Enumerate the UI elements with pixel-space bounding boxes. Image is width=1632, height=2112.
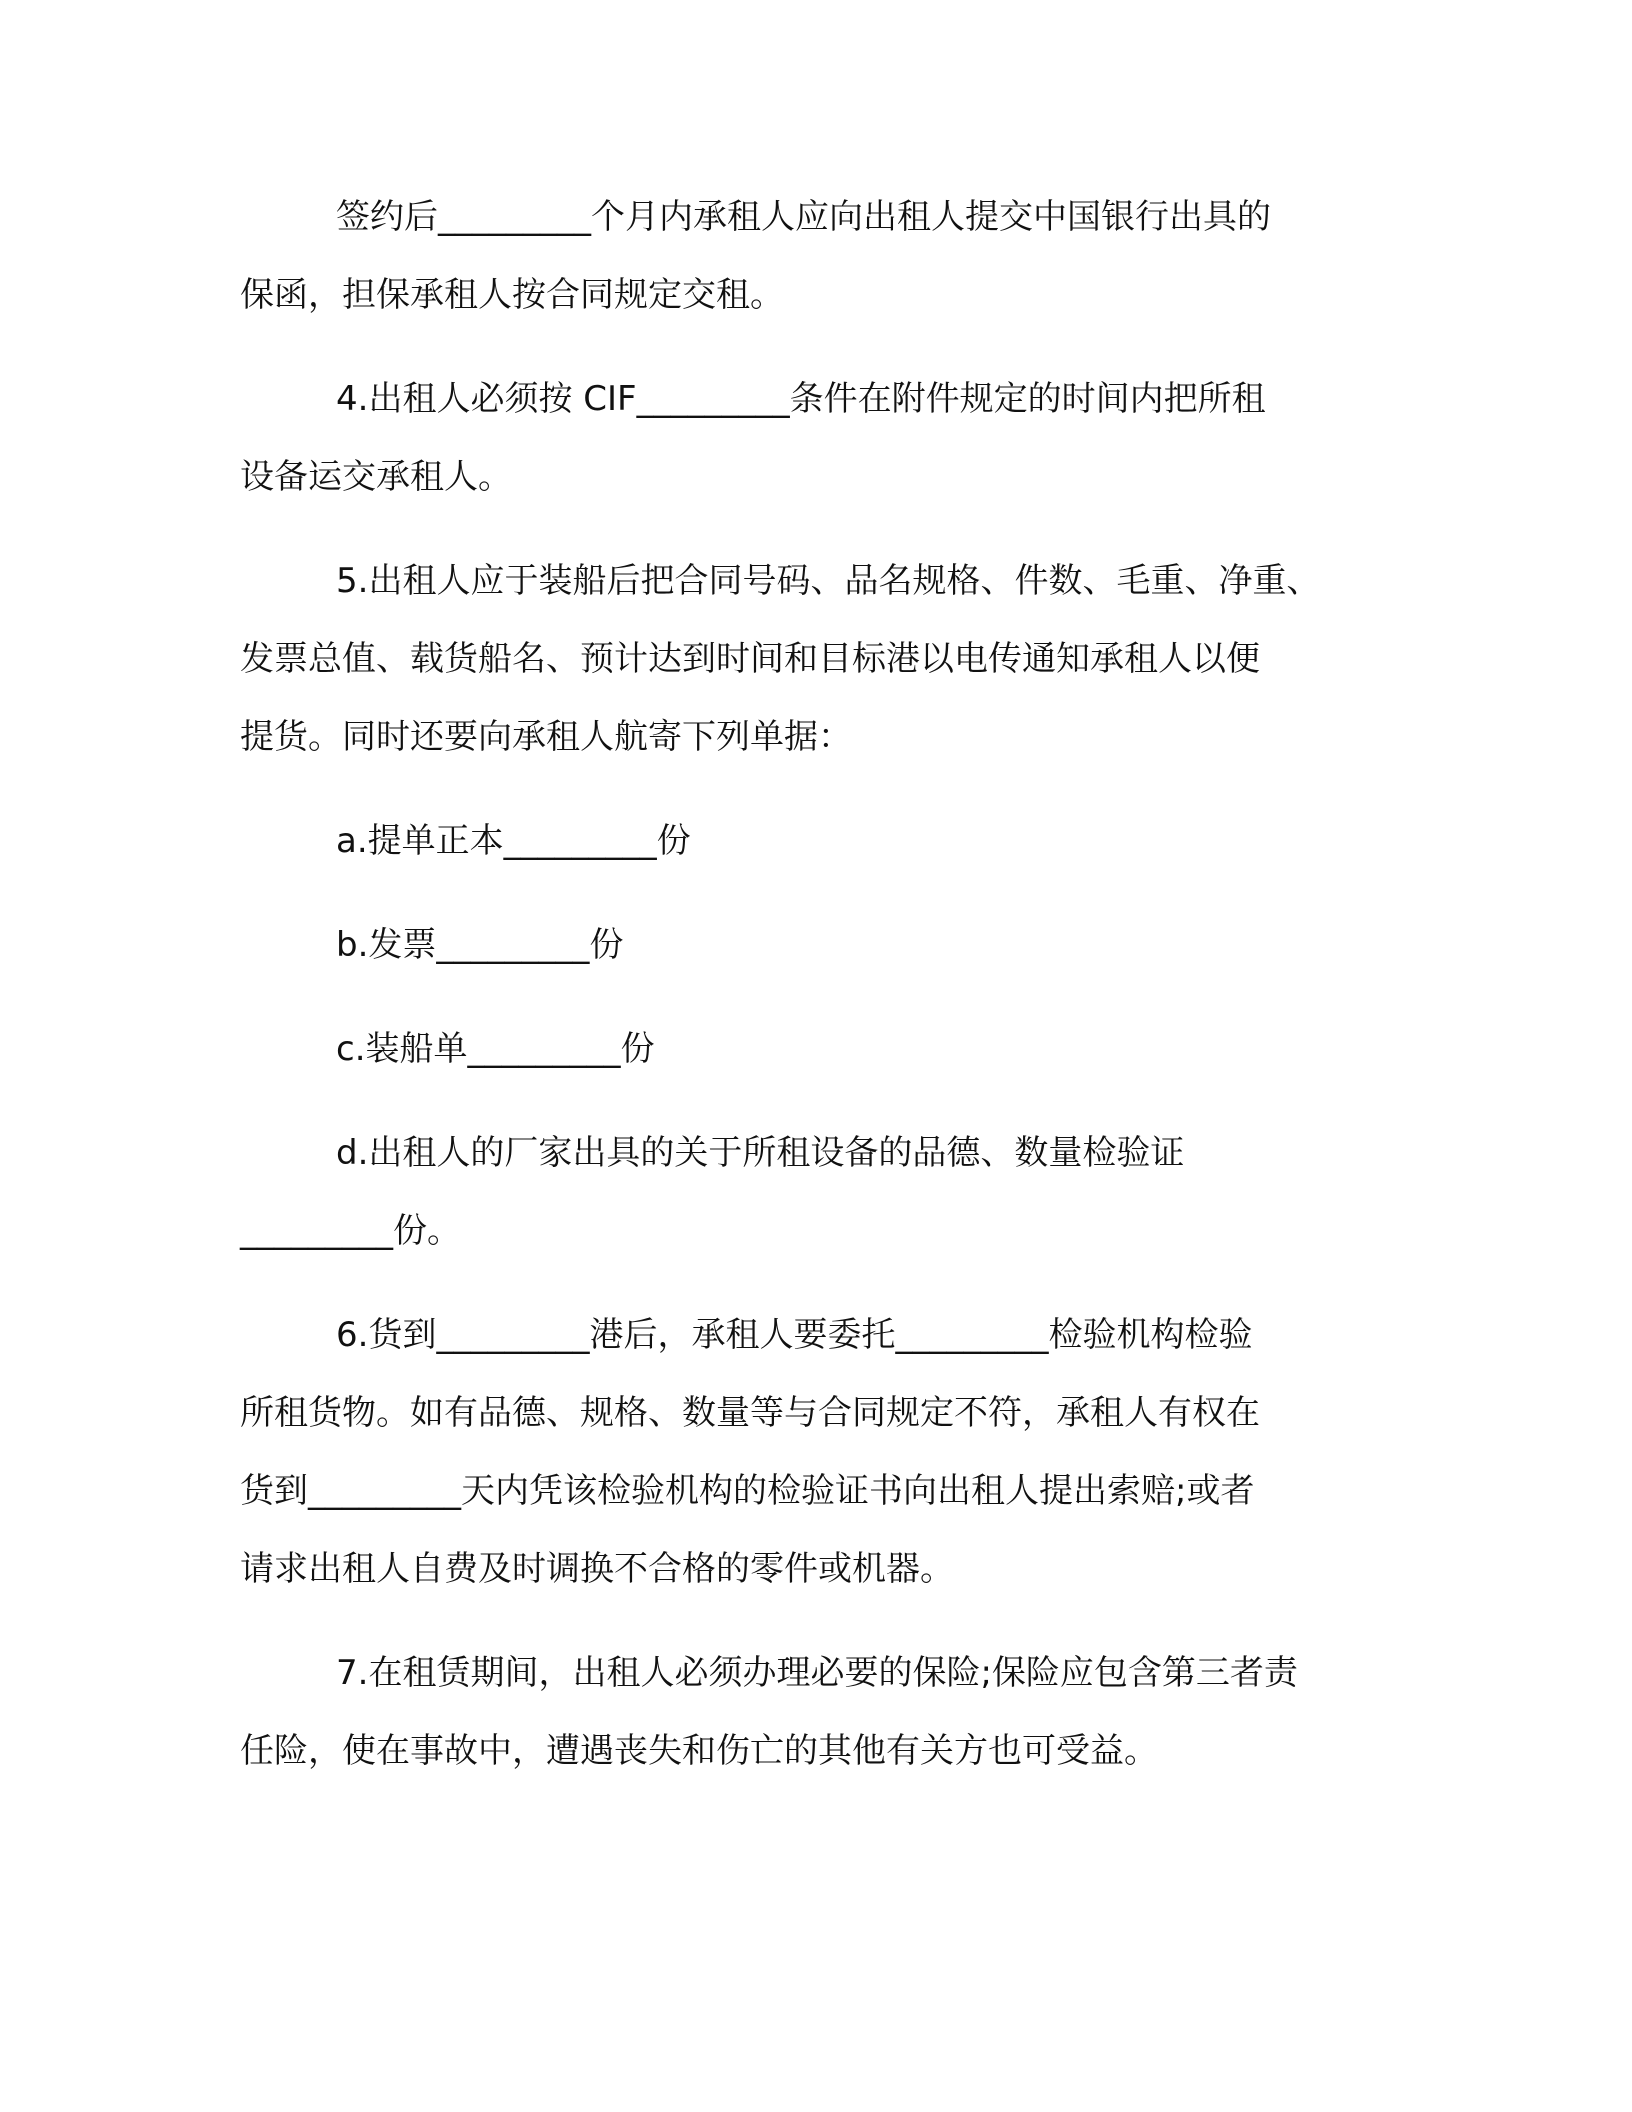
paragraph-line: 货到_________天内凭该检验机构的检验证书向出租人提出索赔;或者 xyxy=(240,1471,1255,1511)
paragraph-line: a.提单正本_________份 xyxy=(336,821,691,861)
list-item-c xyxy=(240,1010,1410,1088)
paragraph-line: 4.出租人必须按 CIF_________条件在附件规定的时间内把所租 xyxy=(336,379,1266,419)
paragraph-line: 7.在租赁期间，出租人必须办理必要的保险;保险应包含第三者责 xyxy=(336,1653,1298,1693)
paragraph-line: 签约后_________个月内承租人应向出租人提交中国银行出具的 xyxy=(336,197,1271,237)
list-item-a xyxy=(240,802,1410,880)
paragraph-line: c.装船单_________份 xyxy=(336,1029,655,1069)
paragraph-clause-7 xyxy=(240,1634,1410,1790)
paragraph-clause-4 xyxy=(240,360,1410,516)
paragraph-clause-5 xyxy=(240,542,1410,776)
paragraph-line: 发票总值、载货船名、预计达到时间和目标港以电传通知承租人以便 xyxy=(240,639,1260,679)
paragraph-guarantee xyxy=(240,178,1410,334)
paragraph-line: 提货。同时还要向承租人航寄下列单据： xyxy=(240,717,852,757)
paragraph-line: 5.出租人应于装船后把合同号码、品名规格、件数、毛重、净重、 xyxy=(336,561,1321,601)
paragraph-line: 所租货物。如有品德、规格、数量等与合同规定不符，承租人有权在 xyxy=(240,1393,1260,1433)
paragraph-line: 请求出租人自费及时调换不合格的零件或机器。 xyxy=(240,1549,954,1589)
paragraph-line: 任险，使在事故中，遭遇丧失和伤亡的其他有关方也可受益。 xyxy=(240,1731,1158,1771)
list-item-b xyxy=(240,906,1410,984)
paragraph-line: b.发票_________份 xyxy=(336,925,624,965)
document-body xyxy=(240,178,1410,1816)
paragraph-clause-6 xyxy=(240,1296,1410,1608)
paragraph-line: 设备运交承租人。 xyxy=(240,457,512,497)
paragraph-line: 保函，担保承租人按合同规定交租。 xyxy=(240,275,784,315)
paragraph-line: _________份。 xyxy=(240,1211,461,1251)
paragraph-line: d.出租人的厂家出具的关于所租设备的品德、数量检验证 xyxy=(336,1133,1185,1173)
list-item-d xyxy=(240,1114,1410,1270)
paragraph-line: 6.货到_________港后，承租人要委托_________检验机构检验 xyxy=(336,1315,1253,1355)
